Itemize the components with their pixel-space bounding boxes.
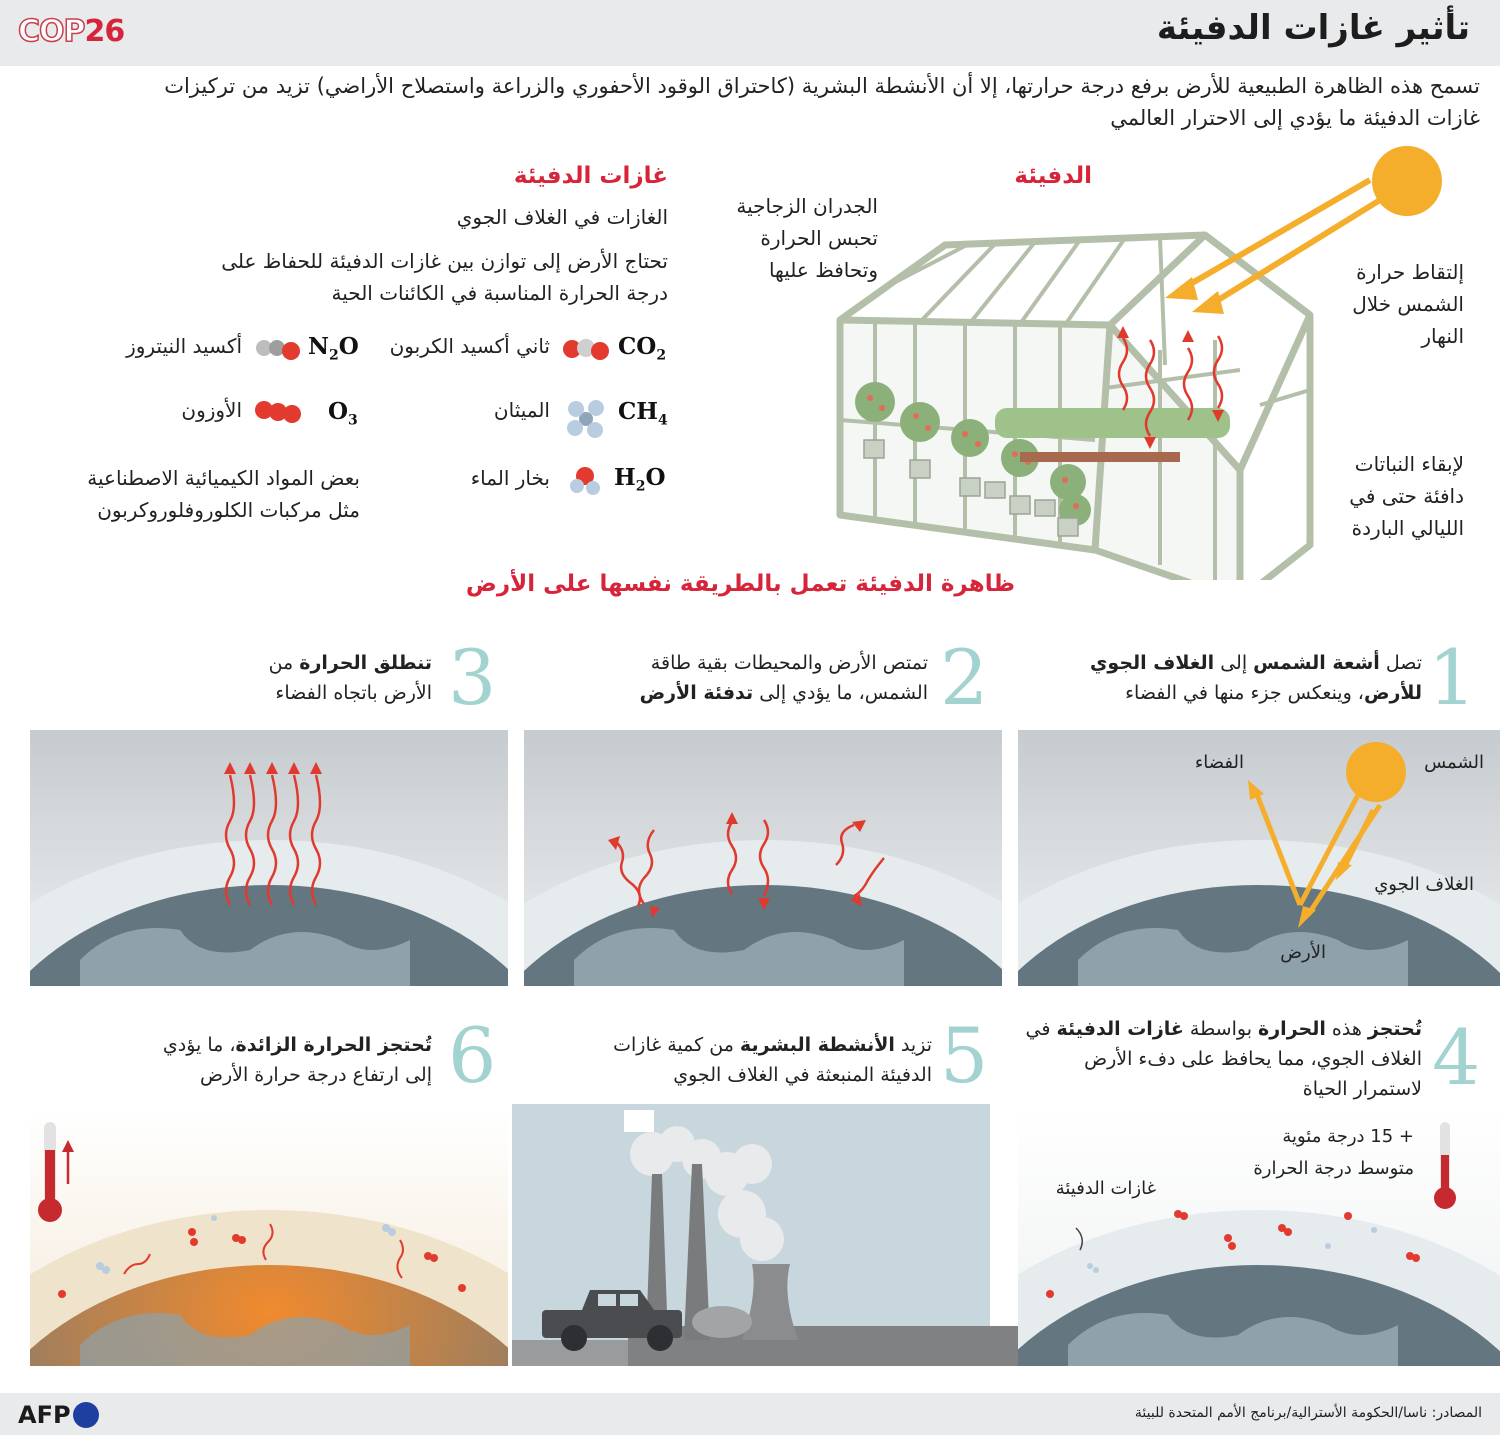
sun-icon: [1372, 146, 1442, 216]
step-3-text: تنطلق الحرارة من الأرض باتجاه الفضاء: [268, 652, 432, 704]
step-4-text: تُحتجز هذه الحرارة بواسطة غازات الدفيئة في الغلاف الجوي، مما يحافظ على دفء الأرض لاستمرار الحياة: [1025, 1018, 1422, 1100]
panel-1-atmosphere-label: الغلاف الجوي: [1374, 874, 1474, 895]
panel-1-sun-label: الشمس: [1424, 752, 1484, 773]
panel-1-space-label: الفضاء: [1194, 752, 1244, 773]
panel-2-illustration: [524, 730, 1002, 986]
step-2-number: 2: [940, 633, 989, 722]
thermometer-hot-icon: [38, 1198, 62, 1222]
ch4-formula: $CH_4$: [618, 398, 668, 429]
page-title: تأثير غازات الدفيئة: [1156, 8, 1470, 48]
n2o-formula: $N_2O$: [308, 333, 359, 364]
panel-1-earth-label: الأرض: [1280, 942, 1326, 963]
panel-4-gases-label: غازات الدفيئة: [1055, 1178, 1156, 1199]
intro-text: تسمح هذه الظاهرة الطبيعية للأرض برفع درجة حرارتها، إلا أن الأنشطة البشرية (كاحتراق الوقود الأحفوري والزراعة واستصلاح الأراضي) تزيد من تركيزات غازات الدفيئة ما يؤدي إلى الاحترار العالمي: [164, 74, 1480, 130]
capture-heat-text: إلتقاط حرارة الشمس خلال النهار: [1352, 260, 1464, 348]
step-1-number: 1: [1428, 633, 1477, 722]
panel-3-illustration: [30, 730, 508, 986]
keep-warm-text: لإبقاء النباتات دافئة حتى في الليالي الباردة: [1349, 452, 1464, 540]
panel-6-illustration: [30, 1110, 508, 1366]
ch4-molecule-icon: [564, 398, 608, 440]
greenhouse-heading: الدفيئة: [1014, 163, 1092, 189]
h2o-formula: $H_2O$: [614, 464, 666, 495]
step-1-text: تصل أشعة الشمس إلى الغلاف الجوي للأرض، وينعكس جزء منها في الفضاء: [1090, 652, 1422, 704]
gases-description: تحتاج الأرض إلى توازن بين غازات الدفيئة للحفاظ على درجة الحرارة المناسبة في الكائنات الحية: [221, 249, 668, 305]
cop26-logo: COP26: [18, 14, 125, 49]
co2-name: ثاني أكسيد الكربون: [389, 334, 550, 358]
thermometer-icon: [1434, 1187, 1456, 1209]
earth-section-heading: ظاهرة الدفيئة تعمل بالطريقة نفسها على الأرض: [465, 571, 1015, 597]
afp-dot-icon: [73, 1402, 99, 1428]
gases-heading: غازات الدفيئة: [513, 163, 668, 189]
sun-icon: [1346, 742, 1406, 802]
panel-5-illustration: [512, 1104, 1018, 1366]
greenhouse-illustration: [820, 140, 1460, 580]
panel-4-illustration: [1018, 1110, 1500, 1366]
n2o-molecule-icon: [252, 336, 304, 364]
step-5-text: تزيد الأنشطة البشرية من كمية غازات الدفيئة المنبعثة في الغلاف الجوي: [613, 1034, 932, 1086]
panel-4-temp-value: + 15 درجة مئوية: [1282, 1126, 1414, 1147]
step-5-number: 5: [940, 1011, 989, 1100]
step-6-text: تُحتجز الحرارة الزائدة، ما يؤدي إلى ارتفاع درجة حرارة الأرض: [162, 1034, 432, 1086]
gases-subheading: الغازات في الغلاف الجوي: [456, 205, 668, 229]
step-2-text: تمتص الأرض والمحيطات بقية طاقة الشمس، ما يؤدي إلى تدفئة الأرض: [639, 652, 928, 704]
afp-logo: AFP: [18, 1401, 99, 1429]
glass-walls-text: الجدران الزجاجية تحبس الحرارة وتحافظ عليها: [736, 194, 878, 282]
step-6-number: 6: [448, 1011, 497, 1100]
co2-formula: $CO_2$: [618, 333, 667, 364]
step-3-number: 3: [448, 633, 497, 722]
ch4-name: الميثان: [493, 398, 550, 422]
h2o-molecule-icon: [566, 462, 604, 498]
o3-name: الأوزون: [181, 398, 242, 422]
n2o-name: أكسيد النيتروز: [126, 334, 242, 358]
o3-formula: $O_3$: [328, 398, 358, 429]
co2-molecule-icon: [560, 336, 612, 364]
o3-molecule-icon: [252, 398, 304, 426]
panel-4-temp-label: متوسط درجة الحرارة: [1253, 1158, 1414, 1179]
sources-text: المصادر: ناسا/الحكومة الأسترالية/برنامج الأمم المتحدة للبيئة: [1134, 1405, 1482, 1421]
cfc-text: بعض المواد الكيميائية الاصطناعية مثل مركبات الكلوروفلوروكربون: [87, 466, 360, 522]
step-4-number: 4: [1432, 1013, 1481, 1102]
h2o-name: بخار الماء: [470, 466, 550, 490]
